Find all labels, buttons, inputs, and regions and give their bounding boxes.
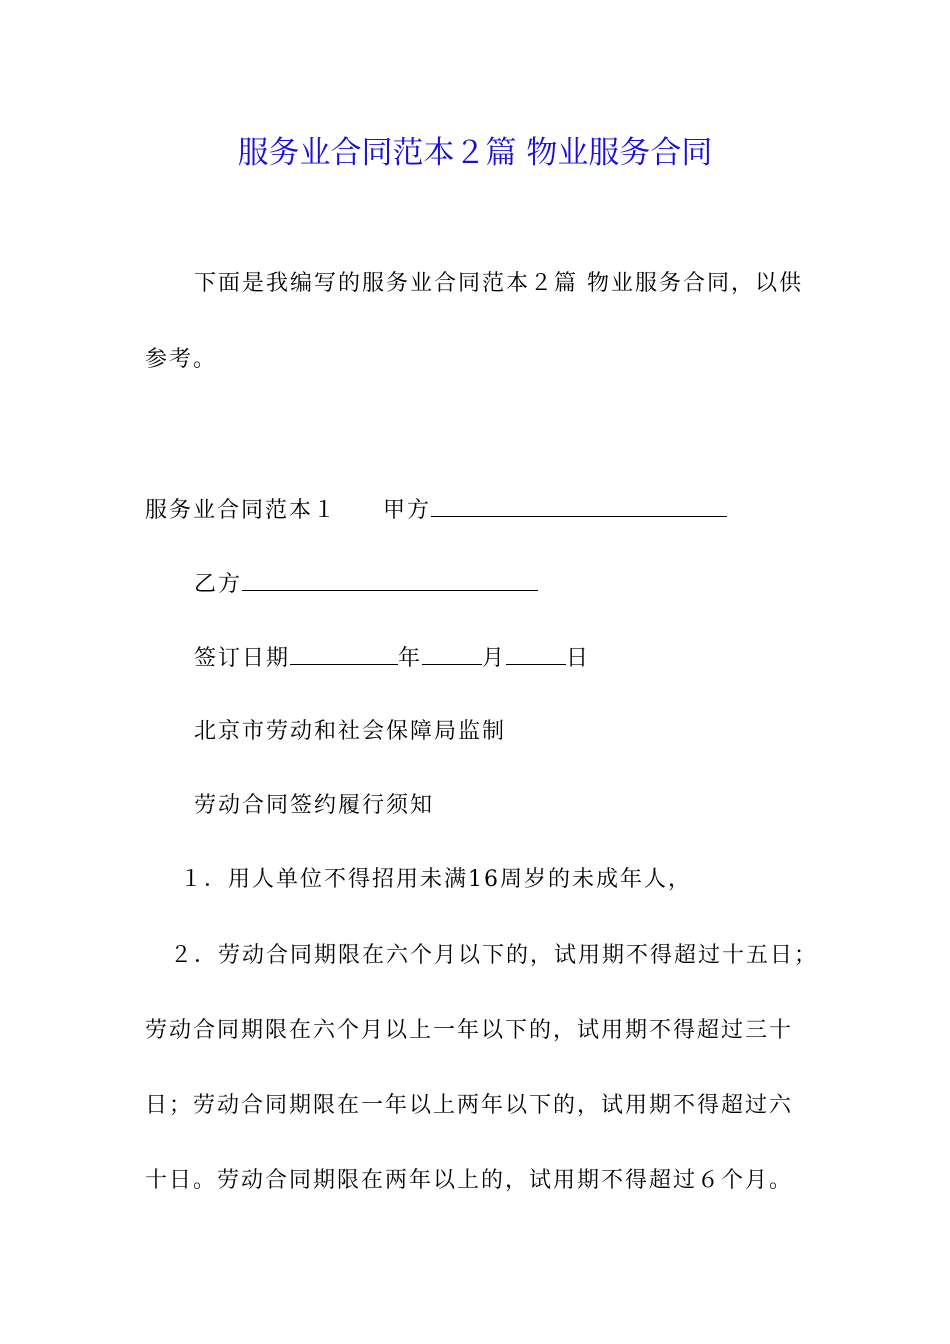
document-title: 服务业合同范本２篇 物业服务合同 [237,135,713,171]
year-blank [290,642,398,665]
sign-date-label: 签订日期 [194,646,291,671]
notice-item-2-line-3: 日；劳动合同期限在一年以上两年以下的，试用期不得超过六 [145,1093,794,1118]
sign-date-row [194,642,590,675]
day-blank [506,642,566,665]
notice-title: 劳动合同签约履行须知 [194,793,435,818]
notice-item-2-line-2: 劳动合同期限在六个月以上一年以下的，试用期不得超过三十 [145,1018,794,1043]
intro-line-1: 下面是我编写的服务业合同范本２篇 物业服务合同，以供 [194,271,803,296]
party-b-row [194,568,538,601]
contract-heading: 服务业合同范本１ [145,498,338,523]
party-a-blank [431,494,727,517]
day-label: 日 [566,646,591,671]
issuer-line: 北京市劳动和社会保障局监制 [194,719,507,744]
party-a-label: 甲方 [383,498,432,523]
notice-item-2-line-1: ２．劳动合同期限在六个月以下的，试用期不得超过十五日； [170,943,819,968]
intro-line-2: 参考。 [145,347,218,372]
party-b-label: 乙方 [194,572,243,597]
notice-item-1: １．用人单位不得招用未满16周岁的未成年人， [180,867,692,892]
year-label: 年 [398,646,423,671]
month-label: 月 [482,646,507,671]
party-b-blank [242,568,538,591]
contract-heading-row [145,494,727,527]
notice-item-2-line-4: 十日。劳动合同期限在两年以上的，试用期不得超过６个月。 [145,1168,794,1193]
month-blank [422,642,482,665]
